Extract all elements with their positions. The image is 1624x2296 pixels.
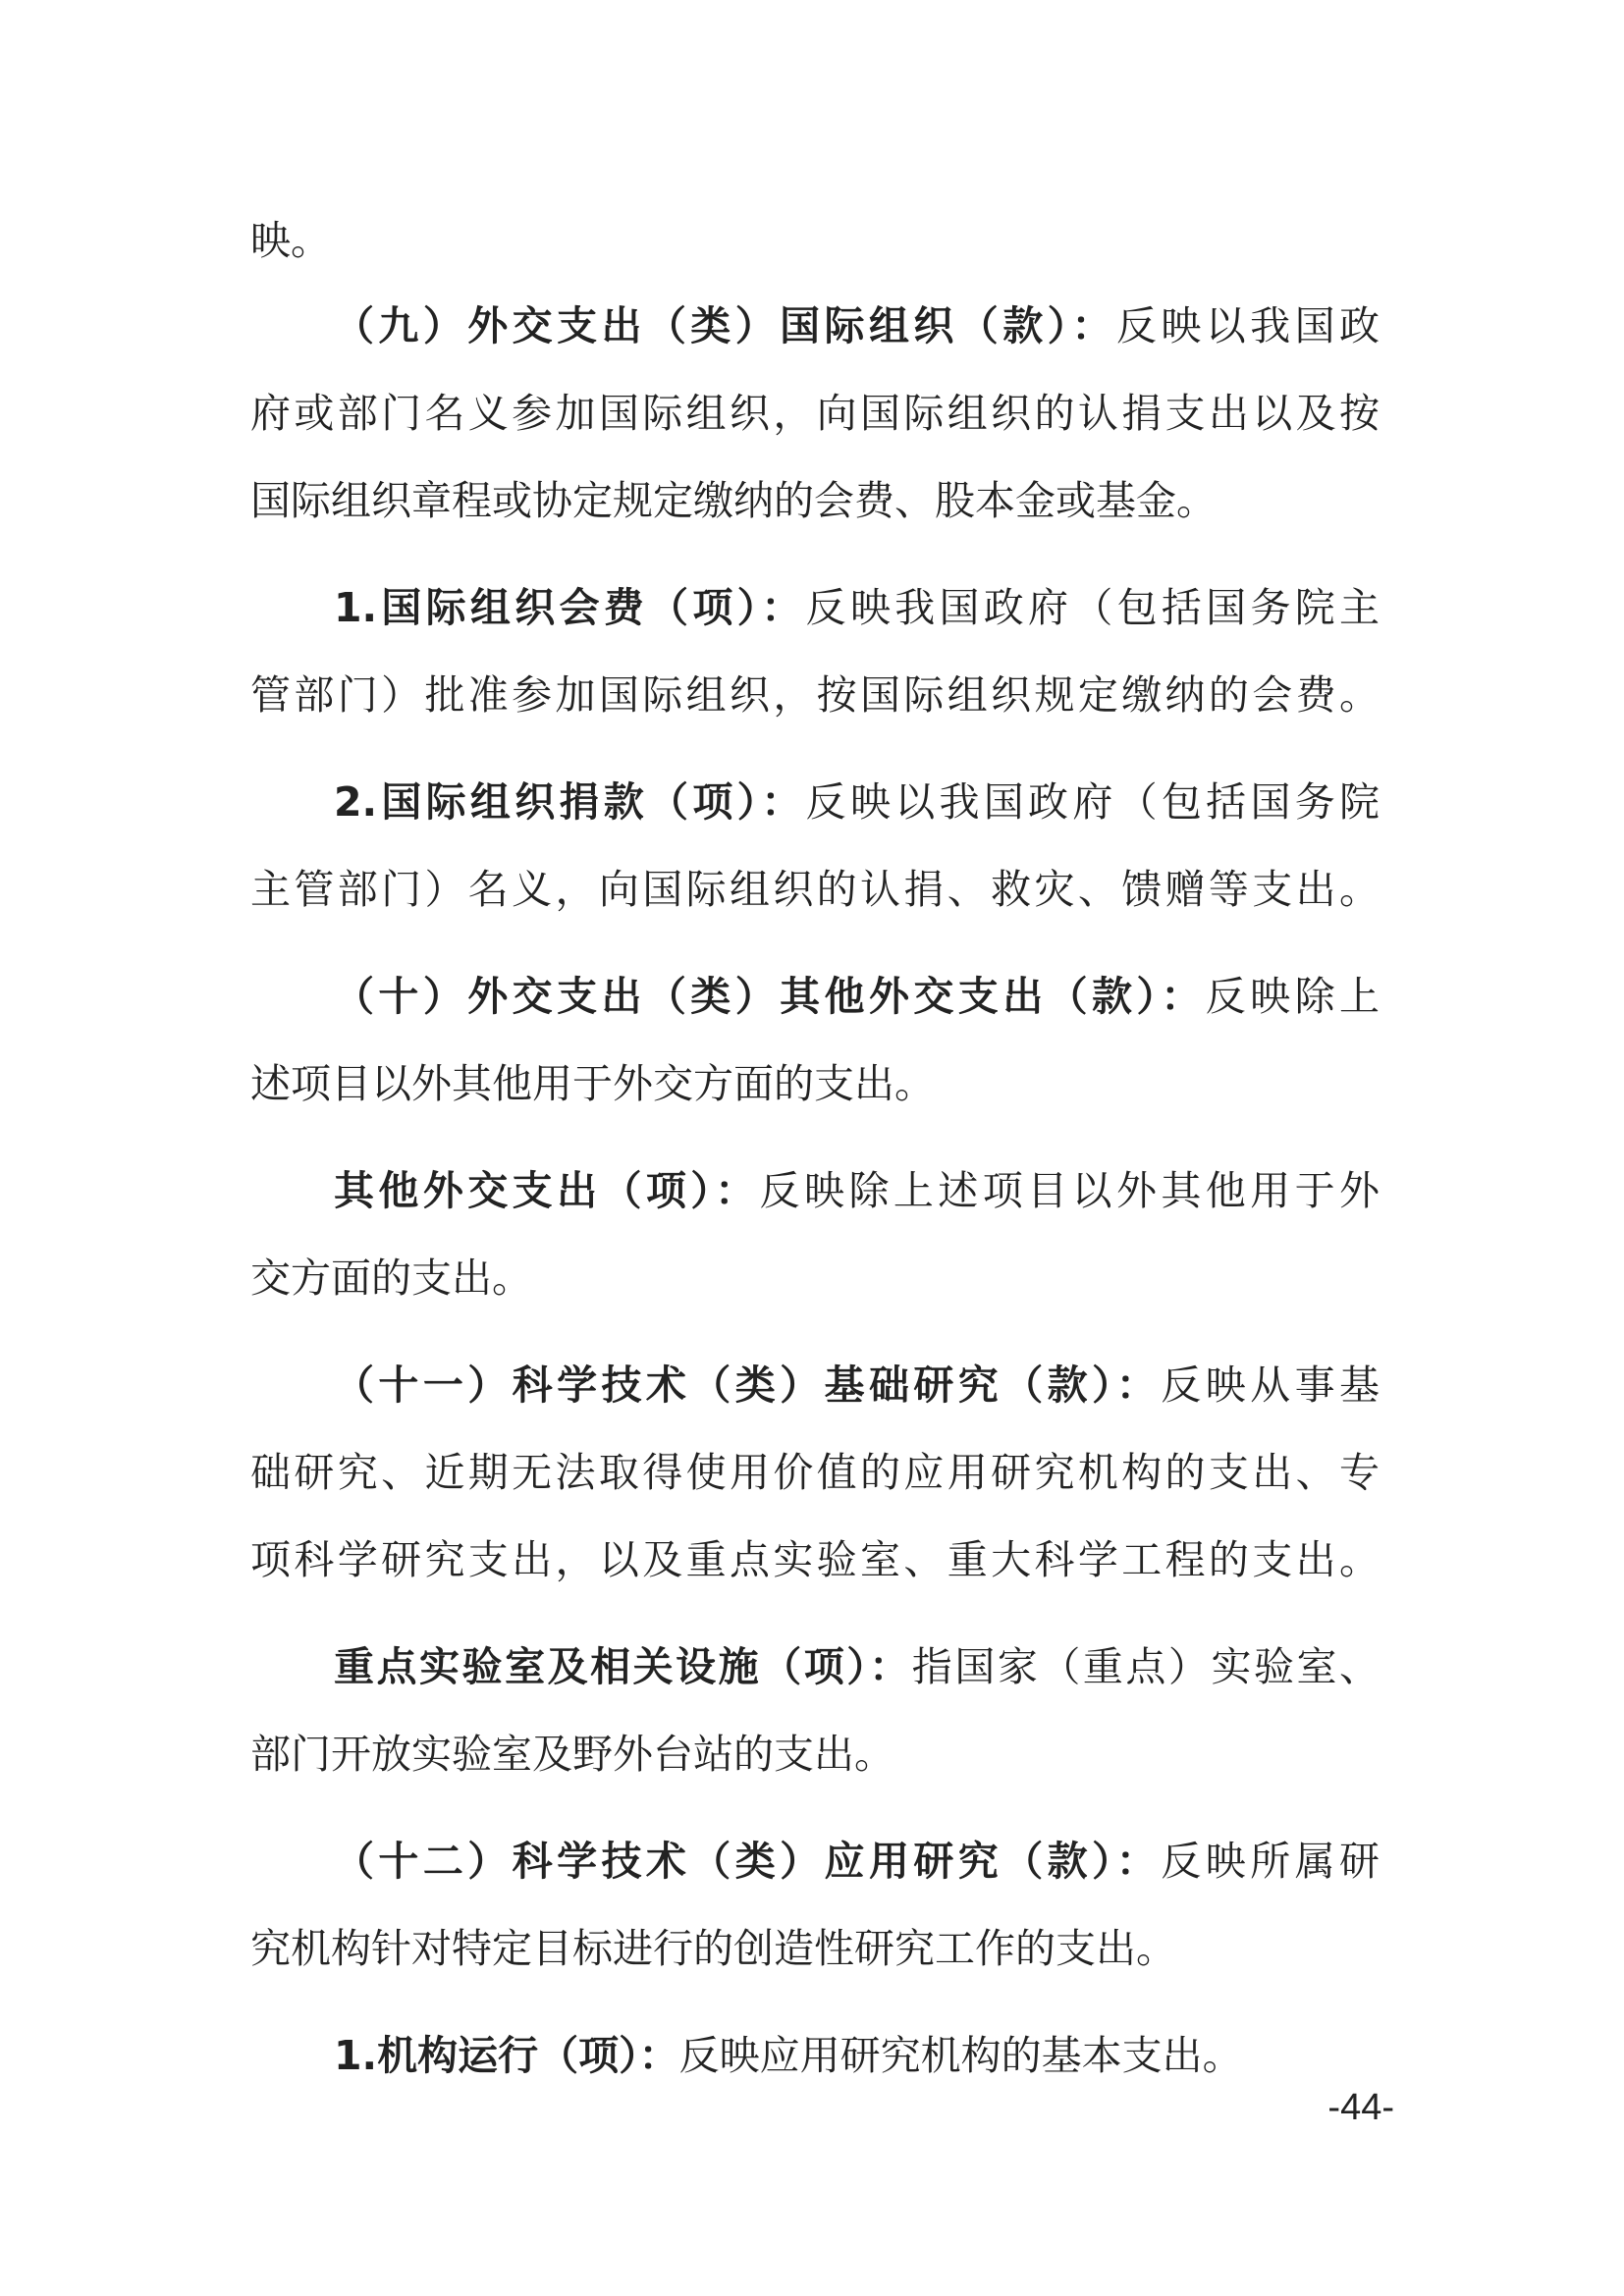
item-heading-line: 2.国际组织捐款（项）：反映以我国政府（包括国务院 [334,778,1380,826]
text-line: 映。 [250,217,331,264]
section-heading-line: （十二）科学技术（类）应用研究（款）：反映所属研 [334,1838,1380,1885]
section-heading: （九）外交支出（类）国际组织（款）： [334,302,1116,349]
text-line: 交方面的支出。 [250,1255,532,1302]
section-heading-line: （十一）科学技术（类）基础研究（款）：反映从事基 [334,1362,1380,1409]
item-heading: 其他外交支出（项）： [334,1167,760,1214]
section-heading-line: （十）外交支出（类）其他外交支出（款）：反映除上 [334,973,1380,1020]
text-line: 础研究、近期无法取得使用价值的应用研究机构的支出、专 [250,1449,1380,1496]
item-heading: 重点实验室及相关设施（项）： [334,1643,912,1690]
item-heading-line: 重点实验室及相关设施（项）：指国家（重点）实验室、 [334,1643,1380,1690]
item-heading: 1.国际组织会费（项）： [334,584,806,631]
item-heading-line: 其他外交支出（项）：反映除上述项目以外其他用于外 [334,1167,1380,1214]
text-line: 管部门）批准参加国际组织，按国际组织规定缴纳的会费。 [250,671,1380,719]
text-line: 部门开放实验室及野外台站的支出。 [250,1731,894,1778]
page-number: -44- [1327,2087,1394,2128]
text-line: 述项目以外其他用于外交方面的支出。 [250,1060,935,1107]
item-heading-line: 1.国际组织会费（项）：反映我国政府（包括国务院主 [334,584,1380,631]
item-heading: 2.国际组织捐款（项）： [334,778,806,826]
section-heading: （十二）科学技术（类）应用研究（款）： [334,1838,1162,1885]
text-line: 府或部门名义参加国际组织，向国际组织的认捐支出以及按 [250,390,1380,437]
text-line: 国际组织章程或协定规定缴纳的会费、股本金或基金。 [250,477,1217,524]
text-line: 究机构针对特定目标进行的创造性研究工作的支出。 [250,1925,1176,1972]
section-heading: （十一）科学技术（类）基础研究（款）： [334,1362,1162,1409]
text-line: 项科学研究支出，以及重点实验室、重大科学工程的支出。 [250,1536,1380,1583]
section-heading: （十）外交支出（类）其他外交支出（款）： [334,973,1206,1020]
text-line: 主管部门）名义，向国际组织的认捐、救灾、馈赠等支出。 [250,866,1380,913]
section-heading-line: （九）外交支出（类）国际组织（款）：反映以我国政 [334,302,1380,349]
item-heading: 1.机构运行（项）： [334,2032,679,2079]
item-heading-line: 1.机构运行（项）：反映应用研究机构的基本支出。 [334,2032,1243,2079]
